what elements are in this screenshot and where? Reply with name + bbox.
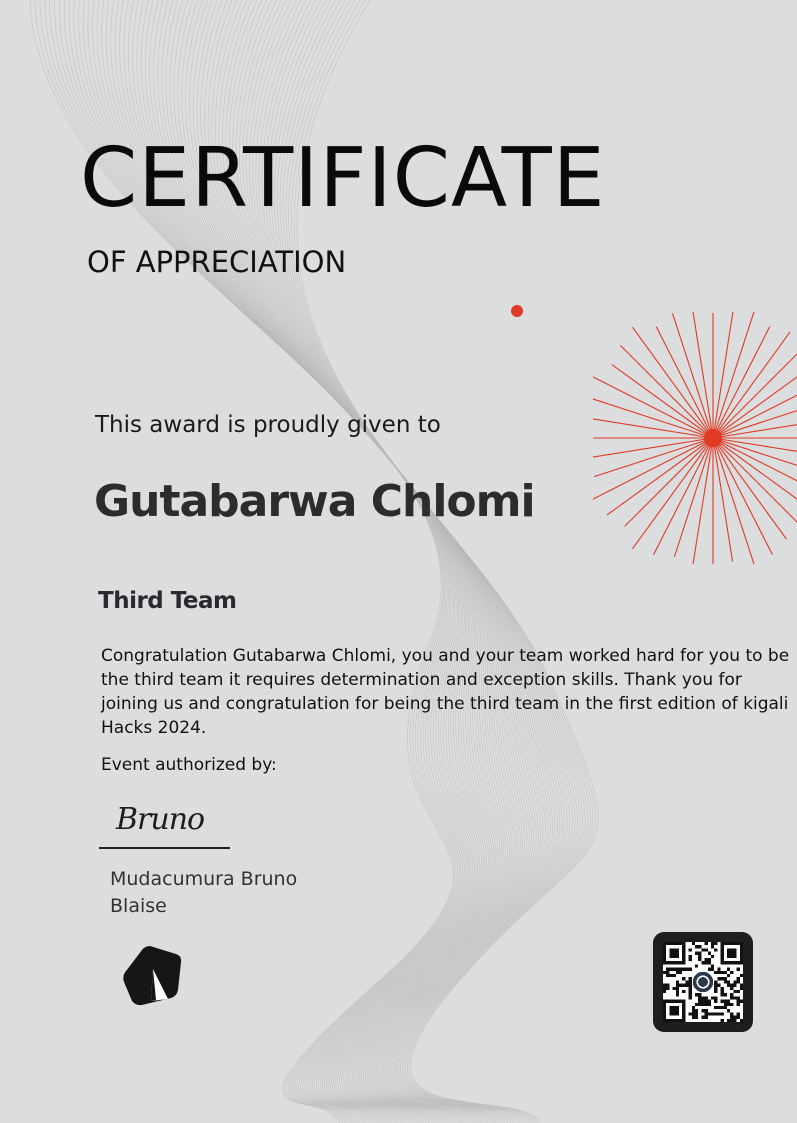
recipient-name: Gutabarwa Chlomi bbox=[94, 476, 535, 527]
logo-icon bbox=[120, 944, 184, 1008]
authorized-label: Event authorized by: bbox=[101, 755, 277, 775]
qr-code-icon bbox=[663, 942, 743, 1022]
certificate-message: Congratulation Gutabarwa Chlomi, you and your team worked hard for you to be the third team it requires determination and exception skills. Thank you for joining us and congratulation for being the third team in the first edition of kigali Hacks 2024. bbox=[101, 646, 790, 738]
given-to-text: This award is proudly given to bbox=[95, 412, 441, 438]
award-title: Third Team bbox=[98, 588, 237, 614]
certificate-subtitle: OF APPRECIATION bbox=[87, 245, 347, 279]
red-dot-decoration bbox=[511, 305, 523, 317]
signature: Bruno bbox=[116, 802, 205, 837]
signature-line bbox=[99, 847, 230, 849]
certificate-title: CERTIFICATE bbox=[80, 131, 606, 226]
qr-code-badge bbox=[653, 932, 753, 1032]
signer-name: Mudacumura Bruno Blaise bbox=[110, 868, 298, 917]
starburst-icon bbox=[593, 312, 797, 564]
